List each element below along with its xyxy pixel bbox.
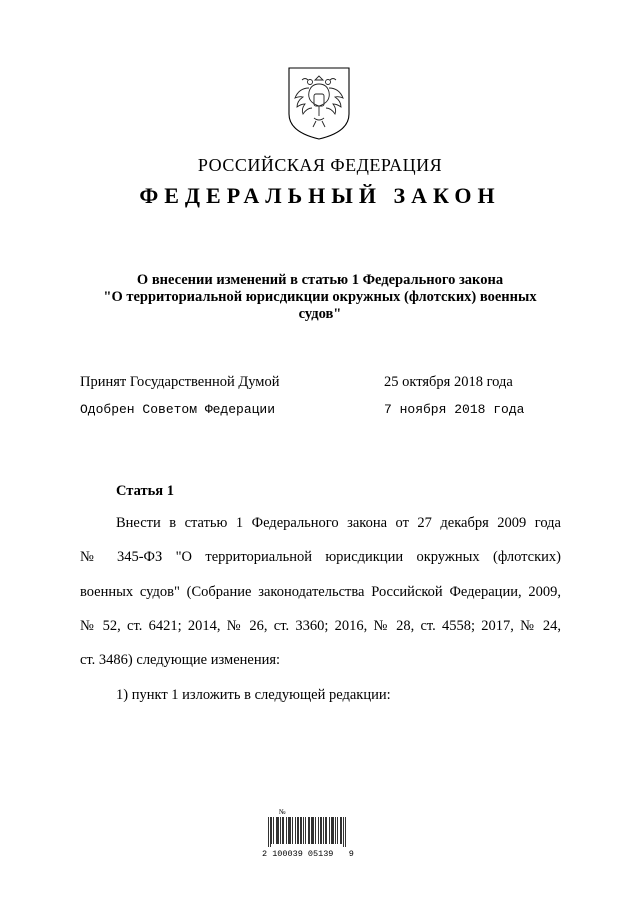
barcode-bar	[321, 817, 322, 844]
barcode-bar	[320, 817, 321, 844]
barcode-bar	[282, 817, 283, 844]
barcode-number: 2 100039 05139 9	[262, 849, 354, 859]
law-subject-title	[80, 272, 560, 323]
barcode-bar	[311, 817, 312, 844]
barcode-bar	[277, 817, 278, 844]
barcode-bar	[271, 817, 272, 844]
barcode-bar	[329, 817, 330, 844]
barcode-bar	[288, 817, 289, 844]
barcode-bar	[301, 817, 302, 844]
barcode-bar	[292, 817, 293, 844]
council-approval-date: 7 ноября 2018 года	[384, 402, 525, 417]
barcode-bars	[268, 817, 346, 847]
article-item-1: 1) пункт 1 изложить в следующей редакции:	[116, 687, 391, 703]
barcode-bar	[331, 817, 332, 844]
barcode-bar	[283, 817, 284, 844]
barcode-bar	[343, 817, 344, 847]
barcode-bar	[298, 817, 299, 844]
subject-line: судов"	[298, 306, 342, 322]
article-text-line: военных судов" (Собрание законодательства Российской Федерации, 2009,	[80, 584, 561, 600]
barcode-bar	[315, 817, 316, 844]
barcode-bar	[300, 817, 301, 844]
barcode-bar	[290, 817, 291, 844]
barcode-bar	[332, 817, 333, 844]
subject-line: "О территориальной юрисдикции окружных (флотских) военных	[103, 289, 537, 305]
barcode-bar	[333, 817, 334, 844]
barcode-bar	[345, 817, 346, 847]
document-barcode	[262, 808, 352, 860]
barcode-bar	[297, 817, 298, 844]
duma-adoption-label: Принят Государственной Думой	[80, 374, 280, 390]
double-headed-eagle-emblem-icon	[286, 66, 352, 140]
article-text-line: ст. 3486) следующие изменения:	[80, 652, 281, 668]
emblem-icon	[286, 66, 352, 140]
duma-adoption-date: 25 октября 2018 года	[384, 374, 513, 390]
barcode-bar	[308, 817, 309, 844]
barcode-bar	[323, 817, 324, 844]
barcode-bar	[295, 817, 296, 844]
barcode-bar	[273, 817, 274, 844]
barcode-bar	[303, 817, 304, 844]
barcode-bar	[341, 817, 342, 844]
barcode-bar	[280, 817, 281, 844]
article-text-line: № 52, ст. 6421; 2014, № 26, ст. 3360; 2016, № 28, ст. 4558; 2017, № 24,	[80, 618, 561, 634]
barcode-mark: №	[279, 808, 286, 816]
barcode-bar	[325, 817, 326, 844]
article-text-line: Внести в статью 1 Федерального закона от 27 декабря 2009 года	[116, 515, 561, 531]
barcode-bar	[286, 817, 287, 844]
barcode-bar	[309, 817, 310, 844]
barcode-bar	[335, 817, 336, 844]
barcode-bar	[278, 817, 279, 844]
barcode-bar	[313, 817, 314, 844]
subject-line: О внесении изменений в статью 1 Федерального закона	[136, 272, 504, 288]
article-text-line: № 345-ФЗ "О территориальной юрисдикции окружных (флотских)	[80, 549, 561, 565]
country-name: РОССИЙСКАЯ ФЕДЕРАЦИЯ	[197, 155, 443, 175]
article-heading: Статья 1	[116, 483, 174, 499]
barcode-bar	[340, 817, 341, 844]
council-approval-label: Одобрен Советом Федерации	[80, 402, 276, 417]
barcode-bar	[289, 817, 290, 844]
barcode-bar	[305, 817, 306, 844]
barcode-bar	[276, 817, 277, 844]
barcode-bar	[268, 817, 269, 847]
barcode-bar	[270, 817, 271, 847]
barcode-bar	[326, 817, 327, 844]
document-type-title: ФЕДЕРАЛЬНЫЙ ЗАКОН	[139, 183, 501, 208]
barcode-bar	[312, 817, 313, 844]
barcode-bar	[318, 817, 319, 844]
barcode-bar	[337, 817, 338, 844]
